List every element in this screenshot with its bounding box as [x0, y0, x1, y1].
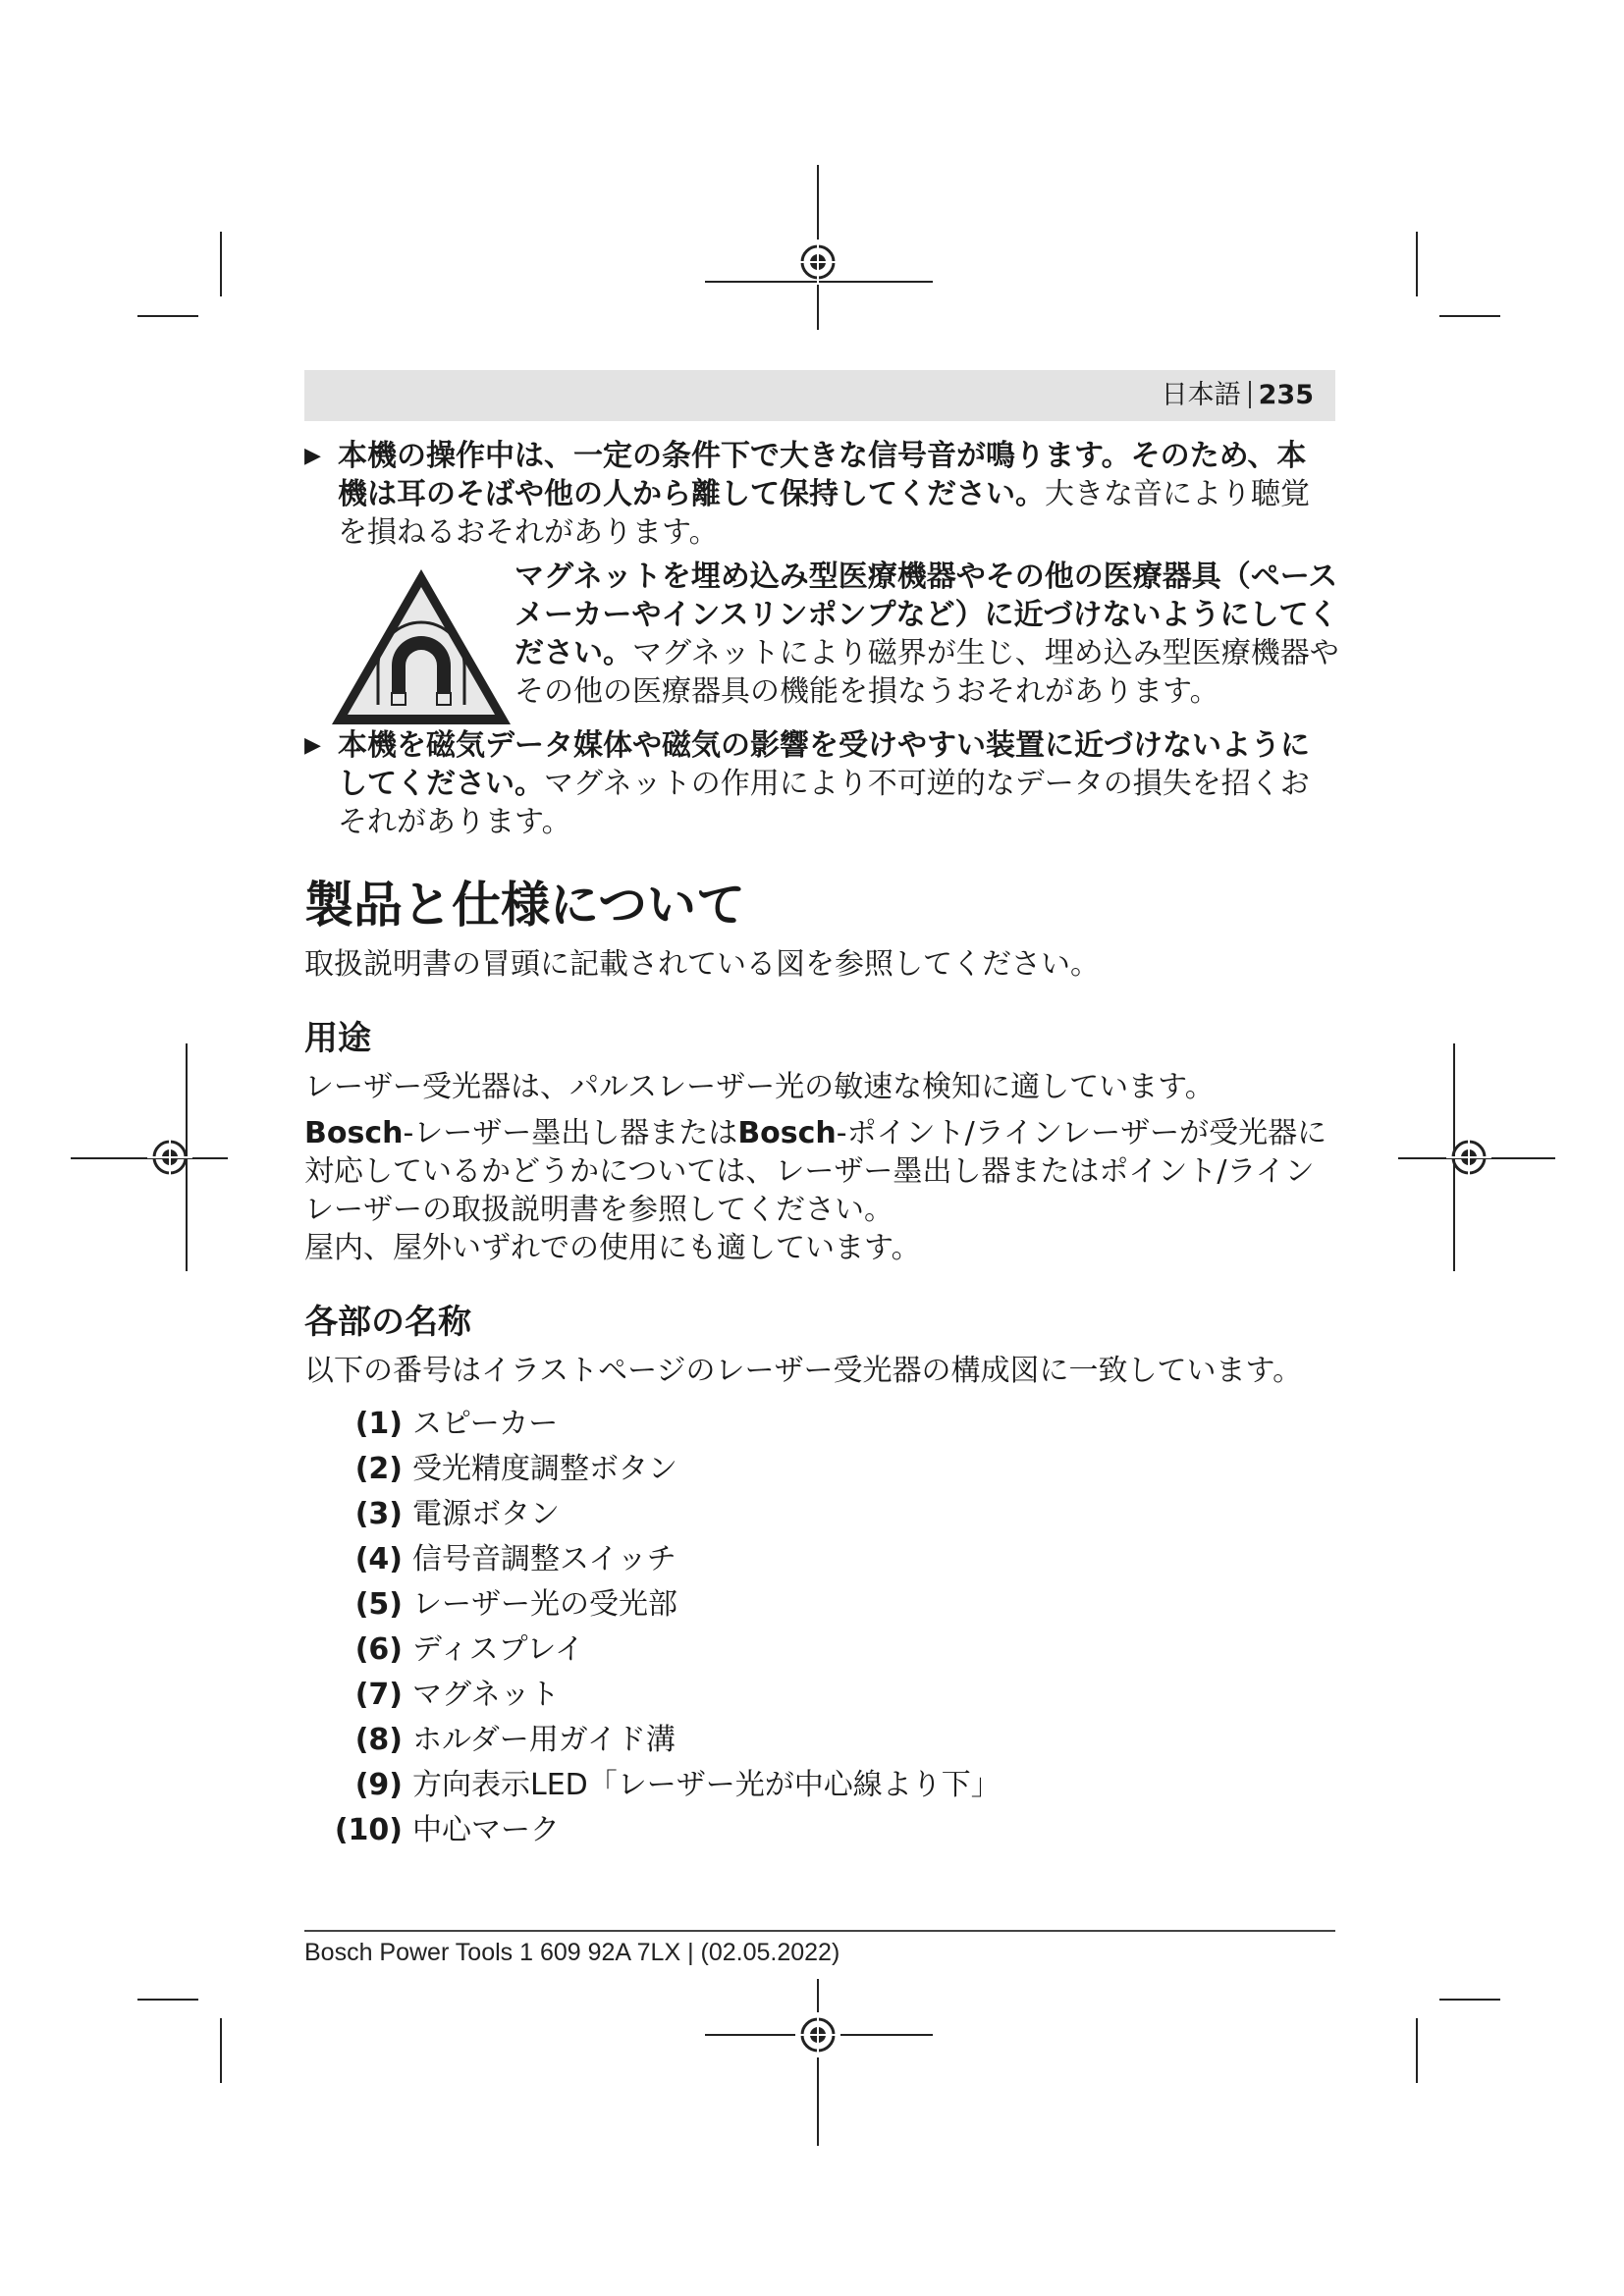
header-separator — [1249, 381, 1251, 408]
crop-mark — [220, 232, 222, 296]
list-item — [304, 1628, 1335, 1673]
warning-bold-text: 本機の操作中は、一定の条件下で大きな信号音が鳴ります。そのため、本機は耳のそばや他の人から離して保持してください。 — [338, 439, 1307, 511]
page-number: 235 — [1258, 380, 1314, 410]
components-intro: 以下の番号はイラストページのレーザー受光器の構成図に一致しています。 — [304, 1354, 1303, 1388]
warning-bullet-magnetic-media — [304, 726, 1335, 841]
crop-mark — [1416, 232, 1418, 296]
usage-text: -レーザー墨出し器または — [403, 1116, 738, 1150]
footer-divider — [304, 1930, 1335, 1932]
item-label: 方向表示LED「レーザー光が中心線より下」 — [412, 1768, 1001, 1802]
page-content — [304, 437, 1339, 1853]
item-label: レーザー光の受光部 — [412, 1587, 677, 1622]
item-label: 受光精度調整ボタン — [412, 1452, 677, 1486]
warning-text: マグネットの作用により不可逆的なデータの損失を招くおそれがあります。 — [338, 767, 1310, 839]
item-label: スピーカー — [412, 1407, 559, 1441]
page-footer: Bosch Power Tools 1 609 92A 7LX | (02.05.2022) — [304, 1939, 840, 1966]
crop-mark — [137, 1999, 198, 2001]
registration-mark-icon — [795, 2012, 840, 2057]
item-number: (2) — [354, 1452, 403, 1486]
warning-bold-text: 本機を磁気データ媒体や磁気の影響を受けやすい装置に近づけないようにしてください。 — [338, 728, 1310, 801]
registration-mark-icon — [1446, 1135, 1491, 1180]
registration-mark-icon — [795, 240, 840, 285]
components-heading: 各部の名称 — [304, 1303, 471, 1342]
item-number: (5) — [354, 1587, 403, 1622]
item-label: ディスプレイ — [412, 1632, 584, 1667]
brand-name: Bosch — [737, 1116, 837, 1150]
components-list — [304, 1402, 1335, 1853]
list-item — [304, 1537, 1335, 1582]
crop-mark — [1439, 315, 1500, 317]
item-number: (1) — [354, 1407, 403, 1441]
item-label: ホルダー用ガイド溝 — [412, 1723, 676, 1757]
item-label: 電源ボタン — [412, 1497, 560, 1531]
item-number: (9) — [354, 1768, 403, 1802]
list-item — [304, 1673, 1335, 1718]
section-intro: 取扱説明書の冒頭に記載されている図を参照してください。 — [304, 947, 1100, 982]
usage-paragraph-3: 屋内、屋外いずれでの使用にも適しています。 — [304, 1231, 921, 1265]
item-number: (3) — [354, 1497, 403, 1531]
section-title: 製品と仕様について — [304, 877, 745, 934]
list-item — [304, 1447, 1335, 1492]
usage-text: -ポイント/ラインレーザーが受光器に対応しているかどうかについては、レーザー墨出し器またはポイント/ラインレーザーの取扱説明書を参照してください。 — [304, 1116, 1327, 1227]
item-label: 信号音調整スイッチ — [412, 1542, 677, 1576]
item-number: (6) — [354, 1632, 403, 1667]
item-number: (8) — [354, 1723, 403, 1757]
warning-bold-text: マグネットを埋め込み型医療機器やその他の医療器具（ペースメーカーやインスリンポンプなど）に近づけないようにしてください。 — [514, 560, 1338, 670]
magnet-warning — [338, 558, 1339, 722]
list-item — [304, 1763, 1335, 1808]
item-number: (7) — [354, 1678, 403, 1712]
item-label: マグネット — [412, 1678, 560, 1712]
usage-paragraph-1: レーザー受光器は、パルスレーザー光の敏速な検知に適しています。 — [304, 1070, 1215, 1104]
item-label: 中心マーク — [412, 1813, 560, 1847]
item-number: (4) — [354, 1542, 403, 1576]
crop-mark — [137, 315, 198, 317]
crop-mark — [1439, 1999, 1500, 2001]
header-language: 日本語 — [1161, 380, 1241, 410]
warning-bullet-loud-signal — [304, 437, 1335, 552]
bullet-arrow-icon: ▶ — [304, 444, 321, 468]
list-item — [304, 1402, 1335, 1447]
warning-text: 大きな音により聴覚を損ねるおそれがあります。 — [338, 477, 1310, 550]
item-number: (10) — [334, 1813, 403, 1847]
bullet-arrow-icon: ▶ — [304, 733, 321, 758]
page-header — [304, 370, 1335, 421]
crop-mark — [220, 2018, 222, 2083]
usage-heading: 用途 — [304, 1019, 371, 1058]
list-item — [304, 1718, 1335, 1763]
brand-name: Bosch — [304, 1116, 404, 1150]
usage-paragraph-2 — [304, 1114, 1335, 1229]
list-item — [304, 1492, 1335, 1537]
crop-mark — [817, 1979, 819, 2146]
list-item — [304, 1808, 1335, 1853]
header-text — [1162, 378, 1314, 413]
registration-mark-icon — [147, 1135, 192, 1180]
magnet-warning-text — [514, 558, 1339, 711]
crop-mark — [1416, 2018, 1418, 2083]
list-item — [304, 1582, 1335, 1628]
warning-text: マグネットにより磁界が生じ、埋め込み型医療機器やその他の医療器具の機能を損なうおそれがあります。 — [514, 636, 1339, 709]
magnet-warning-icon — [328, 563, 514, 730]
